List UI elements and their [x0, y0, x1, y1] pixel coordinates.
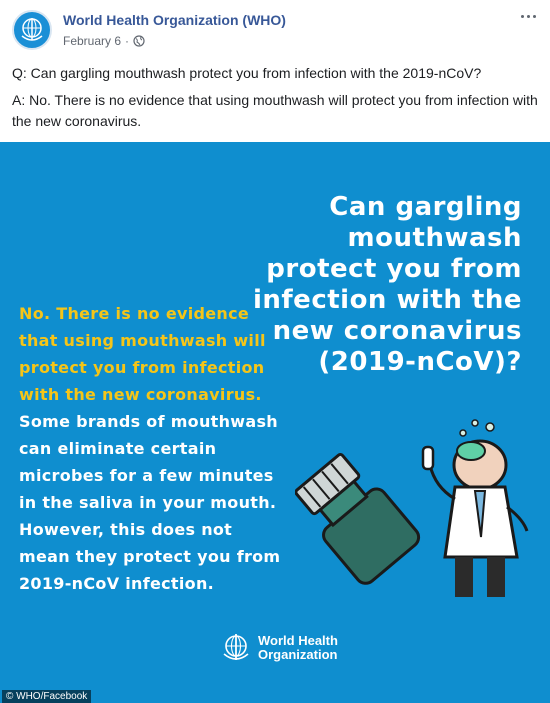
post-meta	[63, 34, 145, 48]
who-emblem-icon	[14, 12, 50, 48]
globe-icon	[133, 35, 145, 47]
more-options-icon[interactable]	[516, 8, 540, 24]
who-emblem-icon	[218, 632, 254, 664]
gargling-man-icon	[423, 420, 527, 597]
mouthwash-illustration	[295, 407, 545, 607]
who-logo	[218, 632, 338, 664]
image-credit: © WHO/Facebook	[2, 690, 91, 703]
page-name-link[interactable]: World Health Organization (WHO)	[63, 12, 286, 28]
mouthwash-bottle-icon	[295, 448, 423, 587]
infographic-answer	[19, 300, 289, 597]
post-date[interactable]: February 6	[63, 34, 122, 48]
who-avatar[interactable]	[12, 10, 52, 50]
meta-separator: ·	[125, 34, 130, 48]
post-answer: A: No. There is no evidence that using mouthwash will protect you from infection with the new coronavirus.	[12, 92, 538, 129]
post-question: Q: Can gargling mouthwash protect you from infection with the 2019-nCoV?	[12, 65, 482, 81]
who-logo-text: World Health Organization	[258, 633, 338, 662]
infographic-question: Can gargling mouthwash protect you from infection with the new coronavirus (2019-nCoV)?	[252, 192, 522, 377]
post-header	[0, 0, 550, 60]
answer-body: Some brands of mouthwash can eliminate certain microbes for a few minutes in the saliva in your mouth. However, this does not mean they protect you from 2019-nCoV infection.	[19, 412, 281, 593]
answer-highlight: No. There is no evidence that using mouthwash will protect you from infection with the new coronavirus.	[19, 304, 266, 404]
infographic-image[interactable]	[0, 142, 550, 703]
post-text	[12, 63, 540, 138]
